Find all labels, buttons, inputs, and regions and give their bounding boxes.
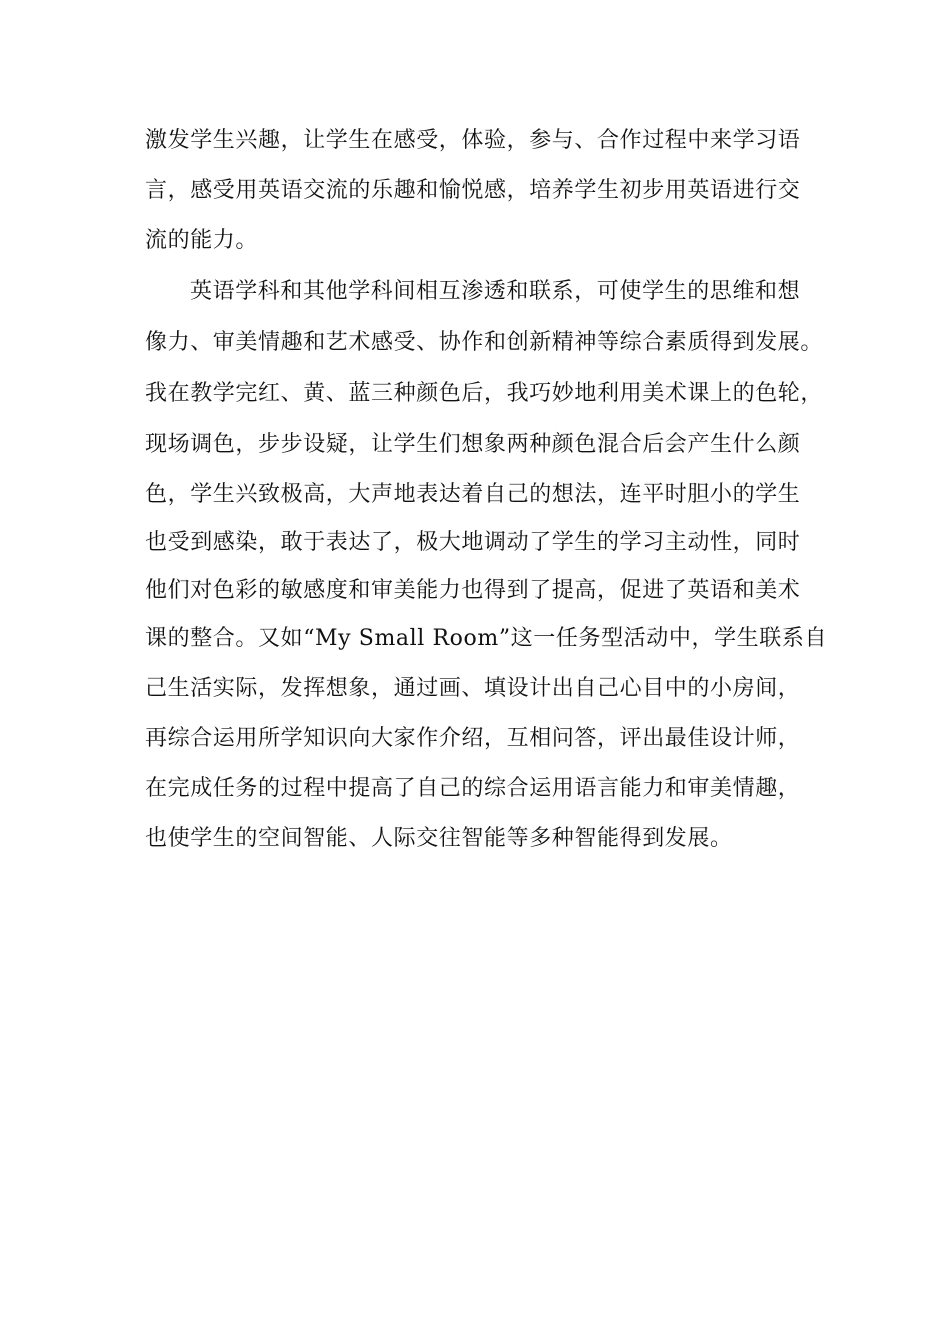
text-line: 也受到感染，敢于表达了，极大地调动了学生的学习主动性，同时 bbox=[145, 530, 801, 555]
text-line: 言，感受用英语交流的乐趣和愉悦感，培养学生初步用英语进行交 bbox=[145, 178, 801, 203]
text-line: 也使学生的空间智能、人际交往智能等多种智能得到发展。 bbox=[145, 826, 733, 851]
text-line: 在完成任务的过程中提高了自己的综合运用语言能力和审美情趣， bbox=[145, 776, 801, 801]
text-line: 现场调色，步步设疑，让学生们想象两种颜色混合后会产生什么颜 bbox=[145, 432, 801, 457]
text-line: 激发学生兴趣，让学生在感受，体验，参与、合作过程中来学习语 bbox=[145, 128, 801, 153]
paragraph-first-line: 英语学科和其他学科间相互渗透和联系，可使学生的思维和想 bbox=[190, 279, 801, 304]
text-line: 色，学生兴致极高，大声地表达着自己的想法，连平时胆小的学生 bbox=[145, 482, 801, 507]
text-line: 己生活实际，发挥想象，通过画、填设计出自己心目中的小房间， bbox=[145, 676, 801, 701]
text-line: 再综合运用所学知识向大家作介绍，互相问答，评出最佳设计师， bbox=[145, 726, 801, 751]
text-line: 他们对色彩的敏感度和审美能力也得到了提高，促进了英语和美术 bbox=[145, 578, 801, 603]
text-line: 课的整合。又如“My Small Room”这一任务型活动中，学生联系自 bbox=[145, 626, 828, 651]
text-line: 我在教学完红、黄、蓝三种颜色后，我巧妙地利用美术课上的色轮， bbox=[145, 381, 824, 406]
text-line: 像力、审美情趣和艺术感受、协作和创新精神等综合素质得到发展。 bbox=[145, 330, 824, 355]
text-line: 流的能力。 bbox=[145, 228, 259, 253]
